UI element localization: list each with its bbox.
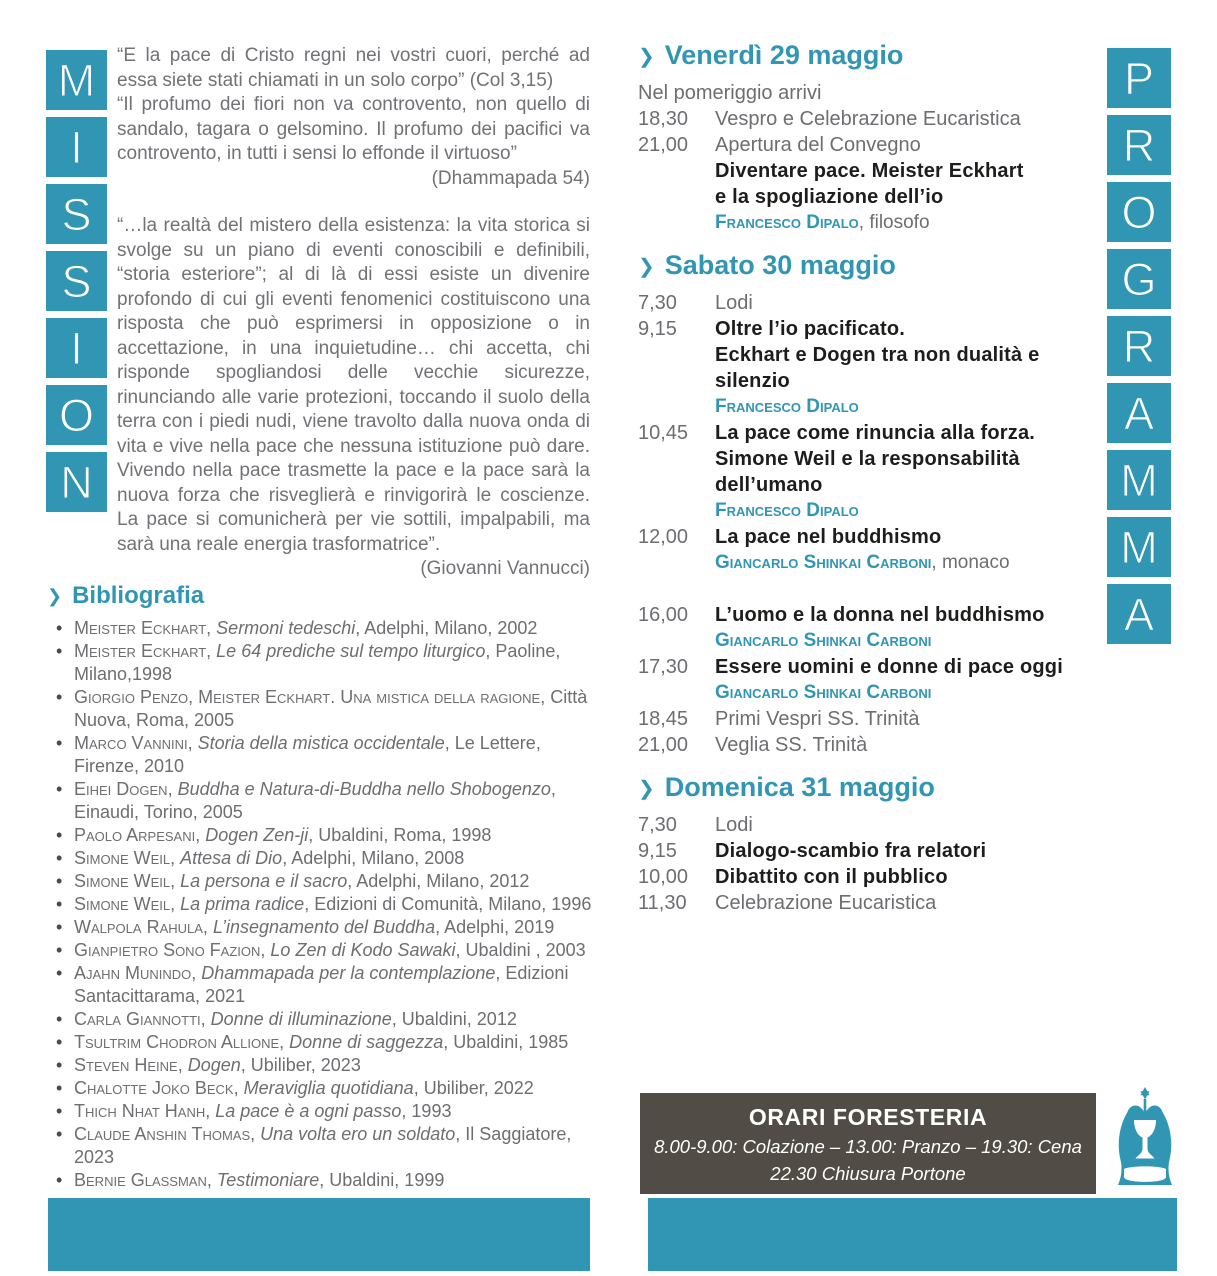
bib-publisher-year: , Edizioni di Comunità, Milano, 1996 bbox=[304, 894, 592, 914]
mission-letter-tile bbox=[46, 184, 107, 244]
schedule-time bbox=[638, 446, 715, 472]
mission-letter-tile bbox=[46, 452, 107, 512]
bib-publisher-year: , Adelphi, Milano, 2002 bbox=[355, 618, 538, 638]
schedule-text: Veglia SS. Trinità bbox=[715, 734, 868, 756]
mission-quotes bbox=[117, 44, 590, 582]
schedule-text: Oltre l’io pacificato. bbox=[715, 318, 905, 340]
schedule-time: 17,30 bbox=[638, 656, 689, 678]
quote-attribution-vannucci: (Giovanni Vannucci) bbox=[420, 558, 590, 579]
bib-title: L’insegnamento del Buddha bbox=[212, 917, 436, 937]
schedule-text: Giancarlo Shinkai Carboni bbox=[715, 630, 932, 651]
bib-publisher-year: , Ubaldini , 2003 bbox=[455, 940, 586, 960]
mission-letter-tile bbox=[46, 385, 107, 445]
schedule-row bbox=[638, 342, 1094, 368]
day-section-saturday bbox=[638, 250, 1094, 758]
chevron-icon: ❯ bbox=[638, 778, 655, 800]
bib-author: Simone Weil, bbox=[74, 848, 181, 868]
schedule-time: 7,30 bbox=[638, 814, 677, 836]
schedule-text: Dialogo-scambio fra relatori bbox=[715, 840, 987, 862]
programma-letter-tile bbox=[1107, 48, 1171, 108]
schedule-text: La pace nel buddhismo bbox=[715, 526, 942, 548]
schedule-row bbox=[638, 864, 1094, 890]
bibliography-section bbox=[47, 582, 595, 1192]
speaker-role: , filosofo bbox=[858, 212, 930, 233]
bib-title: Una volta ero un soldato bbox=[260, 1124, 456, 1144]
programma-letter-tile bbox=[1107, 517, 1171, 577]
schedule-row bbox=[638, 602, 1094, 628]
bibliography-list bbox=[47, 617, 595, 1192]
schedule-row bbox=[638, 80, 1094, 106]
schedule-time: 21,00 bbox=[638, 734, 689, 756]
mission-letter: I bbox=[70, 121, 83, 173]
mission-letter-tile bbox=[46, 117, 107, 177]
bibliography-entry bbox=[47, 1077, 595, 1100]
schedule-text: Lodi bbox=[715, 814, 753, 836]
day-heading-saturday bbox=[638, 250, 1094, 281]
bibliography-entry bbox=[47, 847, 595, 870]
bib-publisher-year: , Edizioni Santacittarama, 2021 bbox=[74, 963, 569, 1006]
bibliography-entry bbox=[47, 1008, 595, 1031]
schedule-row bbox=[638, 210, 1094, 236]
schedule-row bbox=[638, 290, 1094, 316]
bib-publisher-year: , Ubiliber, 2023 bbox=[240, 1055, 361, 1075]
schedule-row bbox=[638, 420, 1094, 446]
schedule-time: 18,45 bbox=[638, 708, 689, 730]
programma-letter: R bbox=[1122, 320, 1156, 372]
schedule-row bbox=[638, 316, 1094, 342]
bib-author: Claude Anshin Thomas, bbox=[74, 1124, 261, 1144]
chevron-icon: ❯ bbox=[638, 46, 655, 68]
bib-author: Thich Nhat Hanh, bbox=[74, 1101, 216, 1121]
schedule-time bbox=[638, 394, 715, 420]
bib-title: Storia della mistica occidentale bbox=[197, 733, 445, 753]
bib-title: Sermoni tedeschi bbox=[216, 618, 356, 638]
schedule-row bbox=[638, 812, 1094, 838]
schedule-row bbox=[638, 890, 1094, 916]
programma-letter: A bbox=[1123, 387, 1154, 439]
schedule-row bbox=[638, 680, 1094, 706]
bib-title: Dogen Zen-ji bbox=[205, 825, 309, 845]
schedule-row bbox=[638, 184, 1094, 210]
mission-letter: M bbox=[57, 54, 96, 106]
programma-letter-tile bbox=[1107, 249, 1171, 309]
schedule-row bbox=[638, 628, 1094, 654]
schedule-time bbox=[638, 368, 715, 394]
schedule-text: Essere uomini e donne di pace oggi bbox=[715, 656, 1063, 678]
schedule-time: 7,30 bbox=[638, 292, 677, 314]
schedule-time bbox=[638, 498, 715, 524]
schedule-row bbox=[638, 838, 1094, 864]
bibliography-entry bbox=[47, 1123, 595, 1169]
bib-title: La pace è a ogni passo bbox=[215, 1101, 402, 1121]
day-heading-sunday bbox=[638, 772, 1094, 803]
programma-letter-tile bbox=[1107, 316, 1171, 376]
bibliography-heading bbox=[47, 582, 595, 610]
day-section-sunday bbox=[638, 772, 1094, 916]
program-column bbox=[638, 40, 1094, 916]
day-section-friday bbox=[638, 40, 1094, 236]
day-title: Venerdì 29 maggio bbox=[664, 40, 904, 70]
bib-author: Meister Eckhart, bbox=[74, 641, 217, 661]
bibliography-entry bbox=[47, 1100, 595, 1123]
bib-publisher-year: , Adelphi, Milano, 2012 bbox=[347, 871, 530, 891]
foresteria-hours-line: 8.00-9.00: Colazione – 13.00: Pranzo – 19.30: Cena bbox=[654, 1136, 1082, 1157]
schedule-time: 9,15 bbox=[638, 318, 677, 340]
programma-rail bbox=[1107, 48, 1171, 644]
bib-publisher-year: , 1993 bbox=[401, 1101, 452, 1121]
mission-letter-tile bbox=[46, 50, 107, 110]
schedule-time: 18,30 bbox=[638, 108, 689, 130]
schedule-text: La pace come rinuncia alla forza. bbox=[715, 422, 1036, 444]
foresteria-closing-line: 22.30 Chiusura Portone bbox=[770, 1163, 966, 1184]
programma-letter-tile bbox=[1107, 182, 1171, 242]
bibliography-entry bbox=[47, 686, 595, 732]
programma-letter: A bbox=[1123, 588, 1154, 640]
bottom-band-right bbox=[648, 1198, 1177, 1271]
schedule-time: 21,00 bbox=[638, 134, 689, 156]
programma-letter-tile bbox=[1107, 584, 1171, 644]
bib-author: Simone Weil, bbox=[74, 894, 181, 914]
schedule-time: 10,45 bbox=[638, 422, 689, 444]
mission-rail bbox=[46, 50, 107, 512]
schedule-text: dell’umano bbox=[715, 474, 823, 496]
day-title: Domenica 31 maggio bbox=[664, 772, 935, 802]
schedule-time bbox=[638, 158, 715, 184]
programma-letter-tile bbox=[1107, 450, 1171, 510]
bibliography-entry bbox=[47, 962, 595, 1008]
bib-title: Dogen bbox=[187, 1055, 241, 1075]
day-heading-friday bbox=[638, 40, 1094, 71]
schedule-time bbox=[638, 628, 715, 654]
schedule-text: Simone Weil e la responsabilità bbox=[715, 448, 1020, 470]
schedule-text: Dibattito con il pubblico bbox=[715, 866, 948, 888]
bib-publisher-year: , Ubaldini, 1999 bbox=[319, 1170, 445, 1190]
schedule-row bbox=[638, 654, 1094, 680]
bibliography-entry bbox=[47, 1031, 595, 1054]
schedule-time: 10,00 bbox=[638, 866, 689, 888]
bibliography-entry bbox=[47, 916, 595, 939]
schedule-time bbox=[638, 472, 715, 498]
bib-author: Walpola Rahula, bbox=[74, 917, 213, 937]
bib-publisher-year: , Einaudi, Torino, 2005 bbox=[74, 779, 556, 822]
bib-title: Dhammapada per la contemplazione bbox=[201, 963, 496, 983]
schedule-text: Nel pomeriggio arrivi bbox=[638, 82, 822, 104]
schedule-row bbox=[638, 394, 1094, 420]
schedule-text: Eckhart e Dogen tra non dualità e bbox=[715, 344, 1040, 366]
bib-title: Testimoniare bbox=[216, 1170, 320, 1190]
bib-title: Attesa di Dio bbox=[180, 848, 283, 868]
schedule-text: silenzio bbox=[715, 370, 790, 392]
bib-author: Gianpietro Sono Fazion, bbox=[74, 940, 271, 960]
bib-author: Steven Heine, bbox=[74, 1055, 188, 1075]
bib-author: Carla Giannotti, bbox=[74, 1009, 211, 1029]
bib-publisher-year: , Città Nuova, Roma, 2005 bbox=[74, 687, 588, 730]
schedule-text: Apertura del Convegno bbox=[715, 134, 921, 156]
quote-vannucci: “…la realtà del mistero della esistenza: la vita storica si svolge su un piano di eventi conoscibili e definibili, “storia esteriore”; al di là di essi esiste un divenire profondo di cui gli eventi fenomenici costituiscono una risposta che può esprimersi in opposizione o in accettazione, in una inquietudine… chi accetta, chi risponde spogliandosi delle vecchie sicurezze, rinunciando alle varie protezioni, toccando il suolo della terra con i piedi nudi, viene travolto dalla nuova onda di vita e vive nella pace che nessuna istituzione può dare. Vivendo nella pace trasmette la pace e la pace sarà la nuova forza che risveglierà e rinvigorirà le coscienze. La pace si comunicherà per vie sottili, impalpabili, ma sarà una reale energia trasformatrice”. bbox=[117, 215, 590, 555]
programma-letter: P bbox=[1123, 52, 1154, 104]
bib-author: Marco Vannini, bbox=[74, 733, 198, 753]
schedule-text: Giancarlo Shinkai Carboni bbox=[715, 682, 932, 703]
schedule-time bbox=[638, 210, 715, 236]
bibliography-entry bbox=[47, 732, 595, 778]
schedule-row bbox=[638, 550, 1094, 576]
quote-dhammapada: “Il profumo dei fiori non va controvento, non quello di sandalo, tagara o gelsomino. Il profumo dei pacifici va controvento, in tutti i sensi lo effonde il virtuoso” bbox=[117, 94, 590, 164]
bibliography-title: Bibliografia bbox=[72, 582, 205, 609]
bibliography-entry bbox=[47, 1054, 595, 1077]
bibliography-entry bbox=[47, 824, 595, 847]
community-logo-icon bbox=[1104, 1086, 1186, 1190]
bib-title: Donne di illuminazione bbox=[210, 1009, 392, 1029]
schedule-time: 12,00 bbox=[638, 526, 689, 548]
speaker-role: , monaco bbox=[931, 552, 1010, 573]
bib-publisher-year: , Le Lettere, Firenze, 2010 bbox=[74, 733, 541, 776]
bottom-band-left bbox=[48, 1198, 590, 1271]
schedule-text: Celebrazione Eucaristica bbox=[715, 892, 937, 914]
programma-letter: O bbox=[1121, 186, 1157, 238]
schedule-row bbox=[638, 732, 1094, 758]
schedule-time bbox=[638, 184, 715, 210]
schedule-time bbox=[638, 342, 715, 368]
chevron-icon: ❯ bbox=[47, 586, 63, 606]
programma-letter: G bbox=[1121, 253, 1157, 305]
schedule-text: Francesco Dipalo bbox=[715, 396, 859, 417]
bibliography-entry bbox=[47, 893, 595, 916]
bib-author: Eihei Dogen, bbox=[74, 779, 178, 799]
schedule-row bbox=[638, 368, 1094, 394]
bib-author: Ajahn Munindo, bbox=[74, 963, 202, 983]
mission-letter: N bbox=[60, 456, 93, 508]
bib-author: Chalotte Joko Beck, bbox=[74, 1078, 244, 1098]
schedule-text: Francesco Dipalo bbox=[715, 212, 859, 233]
schedule-text: Lodi bbox=[715, 292, 753, 314]
schedule-text: Vespro e Celebrazione Eucaristica bbox=[715, 108, 1021, 130]
schedule-text: Giancarlo Shinkai Carboni bbox=[715, 552, 932, 573]
quote-colossians: “E la pace di Cristo regni nei vostri cuori, perché ad essa siete stati chiamati in un solo corpo” (Col 3,15) bbox=[117, 45, 590, 91]
schedule-time: 11,30 bbox=[638, 892, 687, 914]
foresteria-box bbox=[640, 1093, 1096, 1194]
bib-author: Bernie Glassman, bbox=[74, 1170, 217, 1190]
schedule-time: 9,15 bbox=[638, 840, 677, 862]
foresteria-title: ORARI FORESTERIA bbox=[748, 1104, 988, 1130]
schedule-row bbox=[638, 472, 1094, 498]
mission-letter: O bbox=[58, 389, 94, 441]
mission-letter-tile bbox=[46, 318, 107, 378]
bib-publisher-year: , Adelphi, 2019 bbox=[435, 917, 555, 937]
schedule-time bbox=[638, 550, 715, 576]
day-title: Sabato 30 maggio bbox=[664, 250, 896, 280]
mission-letter-tile bbox=[46, 251, 107, 311]
bibliography-entry bbox=[47, 617, 595, 640]
schedule-text: Francesco Dipalo bbox=[715, 500, 859, 521]
mission-letter: S bbox=[61, 255, 92, 307]
schedule-row bbox=[638, 446, 1094, 472]
schedule-text: e la spogliazione dell’io bbox=[715, 186, 944, 208]
bib-author: Giorgio Penzo, bbox=[74, 687, 199, 707]
bib-title: Le 64 prediche sul tempo liturgico bbox=[216, 641, 486, 661]
bib-title: Meraviglia quotidiana bbox=[243, 1078, 414, 1098]
bib-publisher-year: , Ubaldini, 2012 bbox=[391, 1009, 517, 1029]
chevron-icon: ❯ bbox=[638, 256, 655, 278]
schedule-row bbox=[638, 158, 1094, 184]
schedule-row bbox=[638, 524, 1094, 550]
bib-author: Paolo Arpesani, bbox=[74, 825, 206, 845]
schedule-text: Primi Vespri SS. Trinità bbox=[715, 708, 920, 730]
bib-title: Buddha e Natura-di-Buddha nello Shobogenzo bbox=[177, 779, 551, 799]
schedule-time bbox=[638, 680, 715, 706]
schedule-text: L’uomo e la donna nel buddhismo bbox=[715, 604, 1045, 626]
programma-letter-tile bbox=[1107, 115, 1171, 175]
schedule-row bbox=[638, 498, 1094, 524]
schedule-row bbox=[638, 106, 1094, 132]
bib-publisher-year: , Paoline, Milano,1998 bbox=[74, 641, 561, 684]
bib-publisher-year: , Ubiliber, 2022 bbox=[413, 1078, 534, 1098]
programma-letter-tile bbox=[1107, 383, 1171, 443]
bib-publisher-year: , Adelphi, Milano, 2008 bbox=[282, 848, 465, 868]
schedule-row bbox=[638, 132, 1094, 158]
bib-author: Simone Weil, bbox=[74, 871, 181, 891]
bib-title: La persona e il sacro bbox=[180, 871, 348, 891]
schedule-time: 16,00 bbox=[638, 604, 689, 626]
quote-attribution-dhammapada: (Dhammapada 54) bbox=[431, 167, 590, 189]
bibliography-entry bbox=[47, 870, 595, 893]
programma-letter: R bbox=[1122, 119, 1156, 171]
mission-letter: S bbox=[61, 188, 92, 240]
schedule-text: Diventare pace. Meister Eckhart bbox=[715, 160, 1024, 182]
bib-title: Donne di saggezza bbox=[289, 1032, 444, 1052]
bib-publisher-year: , Ubaldini, 1985 bbox=[443, 1032, 569, 1052]
bib-publisher-year: , Il Saggiatore, 2023 bbox=[74, 1124, 572, 1167]
bib-author: Meister Eckhart, bbox=[74, 618, 217, 638]
programma-letter: M bbox=[1120, 454, 1158, 506]
mission-letter: I bbox=[70, 322, 83, 374]
schedule-row bbox=[638, 706, 1094, 732]
bibliography-entry bbox=[47, 939, 595, 962]
bib-title: Meister Eckhart. Una mistica della ragione bbox=[198, 687, 541, 707]
bibliography-entry bbox=[47, 1169, 595, 1192]
bibliography-entry bbox=[47, 778, 595, 824]
programma-letter: M bbox=[1120, 521, 1158, 573]
bib-publisher-year: , Ubaldini, Roma, 1998 bbox=[308, 825, 492, 845]
bib-title: La prima radice bbox=[180, 894, 305, 914]
bib-author: Tsultrim Chodron Allione, bbox=[74, 1032, 290, 1052]
bib-title: Lo Zen di Kodo Sawaki bbox=[270, 940, 456, 960]
bibliography-entry bbox=[47, 640, 595, 686]
